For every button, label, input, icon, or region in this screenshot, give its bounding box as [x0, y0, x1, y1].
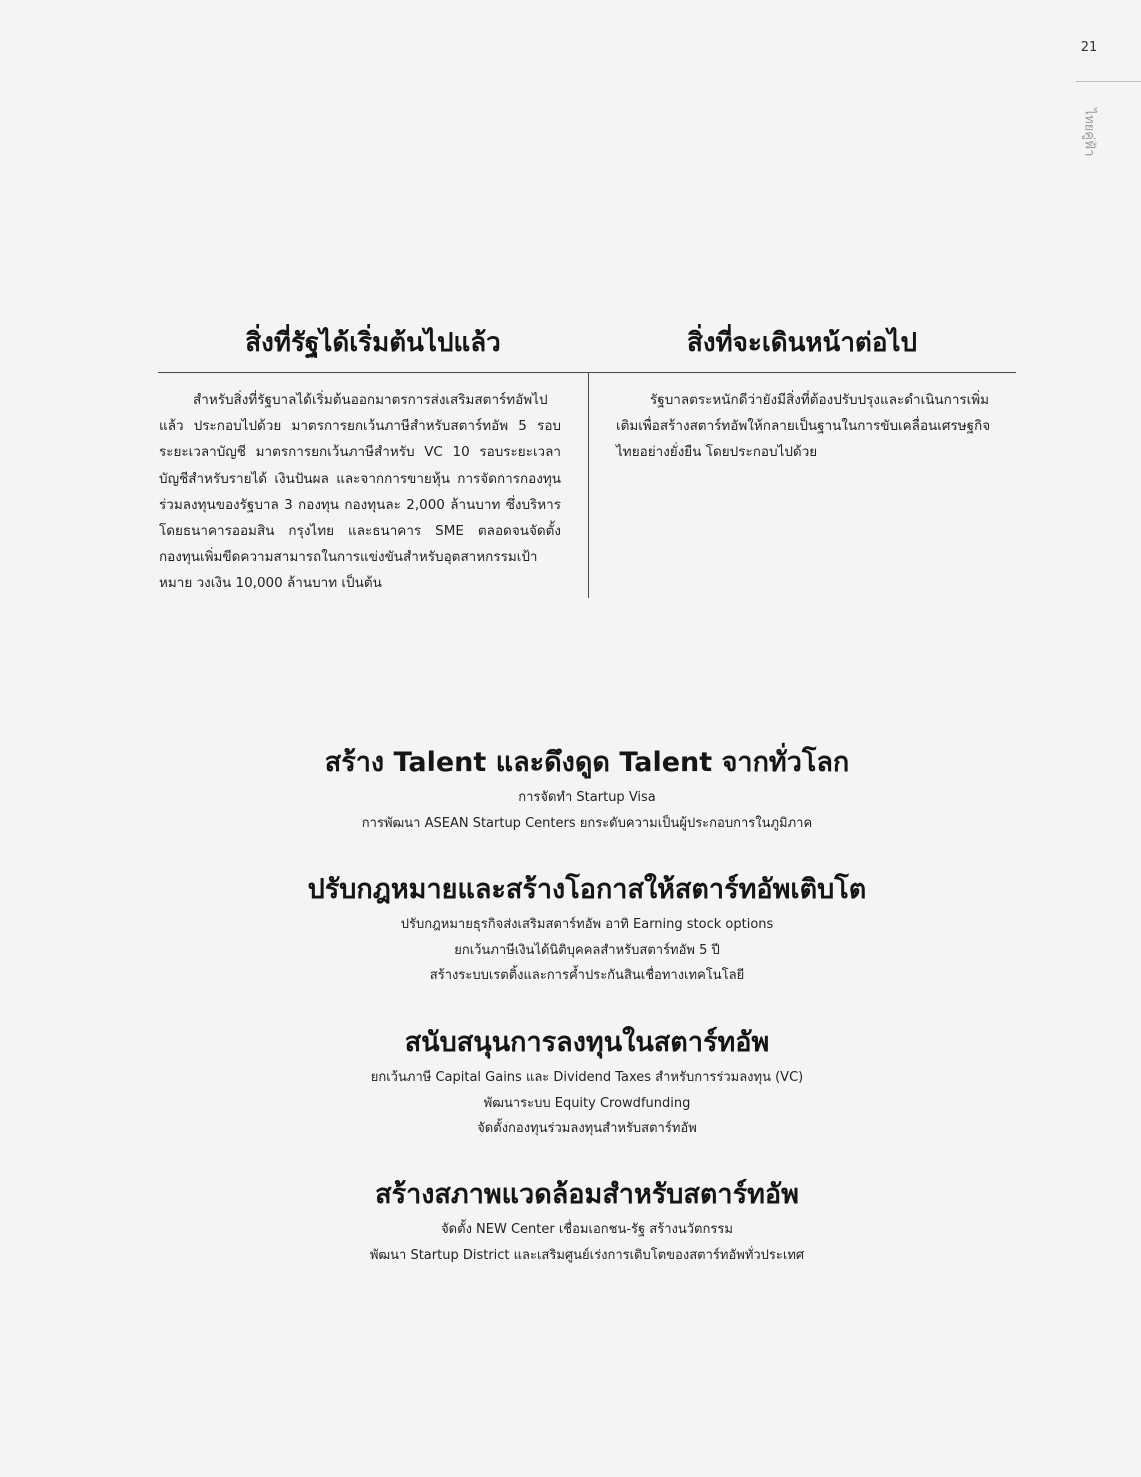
section-line: จัดตั้งกองทุนร่วมลงทุนสำหรับสตาร์ทอัพ — [477, 1121, 697, 1136]
section-investment — [170, 1025, 1004, 1142]
section-line: การจัดทำ Startup Visa — [518, 790, 656, 805]
section-line: การพัฒนา ASEAN Startup Centers ยกระดับความเป็นผู้ประกอบการในภูมิภาค — [361, 815, 813, 831]
section-title: สนับสนุนการลงทุนในสตาร์ทอัพ — [404, 1027, 770, 1058]
section-line: ปรับกฎหมายธุรกิจส่งเสริมสตาร์ทอัพ อาทิ Earning stock options — [400, 917, 774, 932]
left-column-heading: สิ่งที่รัฐได้เริ่มต้นไปแล้ว — [245, 328, 501, 358]
section-line: พัฒนา Startup District และเสริมศูนย์เร่งการเติบโตของสตาร์ทอัพทั่วประเทศ — [369, 1247, 805, 1263]
side-label-text: ไทยคู่ฟ้า — [1081, 108, 1097, 156]
page-number: 21 — [1080, 40, 1098, 55]
page-number-rule — [1076, 81, 1141, 82]
section-line: ยกเว้นภาษีเงินได้นิติบุคคลสำหรับสตาร์ทอัพ 5 ปี — [454, 942, 720, 958]
section-line: สร้างระบบเรตติ้งและการค้ำประกันสินเชื่อทางเทคโนโลยี — [429, 968, 745, 983]
side-label — [1072, 104, 1108, 160]
section-title: สร้างสภาพแวดล้อมสำหรับสตาร์ทอัพ — [375, 1179, 799, 1210]
section-line: พัฒนาระบบ Equity Crowdfunding — [483, 1095, 691, 1111]
right-column-heading: สิ่งที่จะเดินหน้าต่อไป — [686, 328, 918, 358]
right-column-body: รัฐบาลตระหนักดีว่ายังมีสิ่งที่ต้องปรับปรุงและดำเนินการเพิ่มเติมเพื่อสร้างสตาร์ทอัพให้กลายเป็นฐานในการขับเคลื่อนเศรษฐกิจไทยอย่างยั่งยืน โดยประกอบไปด้วย — [616, 392, 991, 461]
section-line: ยกเว้นภาษี Capital Gains และ Dividend Taxes สำหรับการร่วมลงทุน (VC) — [370, 1070, 804, 1085]
section-title: สร้าง Talent และดึงดูด Talent จากทั่วโลก — [324, 747, 850, 778]
section-talent — [170, 745, 1004, 836]
left-column-body: สำหรับสิ่งที่รัฐบาลได้เริ่มต้นออกมาตรการส่งเสริมสตาร์ทอัพไปแล้ว ประกอบไปด้วย มาตรการยกเว้นภาษีสำหรับสตาร์ทอัพ 5 รอบระยะเวลาบัญชี มาตรการยกเว้นภาษีสำหรับ VC 10 รอบระยะเวลาบัญชีสำหรับรายได้ เงินปันผล และจากการขายหุ้น การจัดการกองทุนร่วมลงทุนของรัฐบาล 3 กองทุน กองทุนละ 2,000 ล้านบาท ซึ่งบริหารโดยธนาคารออมสิน กรุงไทย และธนาคาร SME ตลอดจนจัดตั้งกองทุนเพิ่มขีดความสามารถในการแข่งขันสำหรับอุตสาหกรรมเป้าหมาย วงเงิน 10,000 ล้านบาท เป็นต้น — [159, 392, 561, 592]
section-line: จัดตั้ง NEW Center เชื่อมเอกชน-รัฐ สร้างนวัตกรรม — [441, 1222, 733, 1237]
section-title: ปรับกฎหมายและสร้างโอกาสให้สตาร์ทอัพเติบโต — [307, 874, 867, 905]
section-ecosystem — [170, 1177, 1004, 1268]
section-law-reform — [170, 872, 1004, 989]
heading-divider — [158, 372, 1016, 373]
column-divider — [588, 373, 589, 598]
